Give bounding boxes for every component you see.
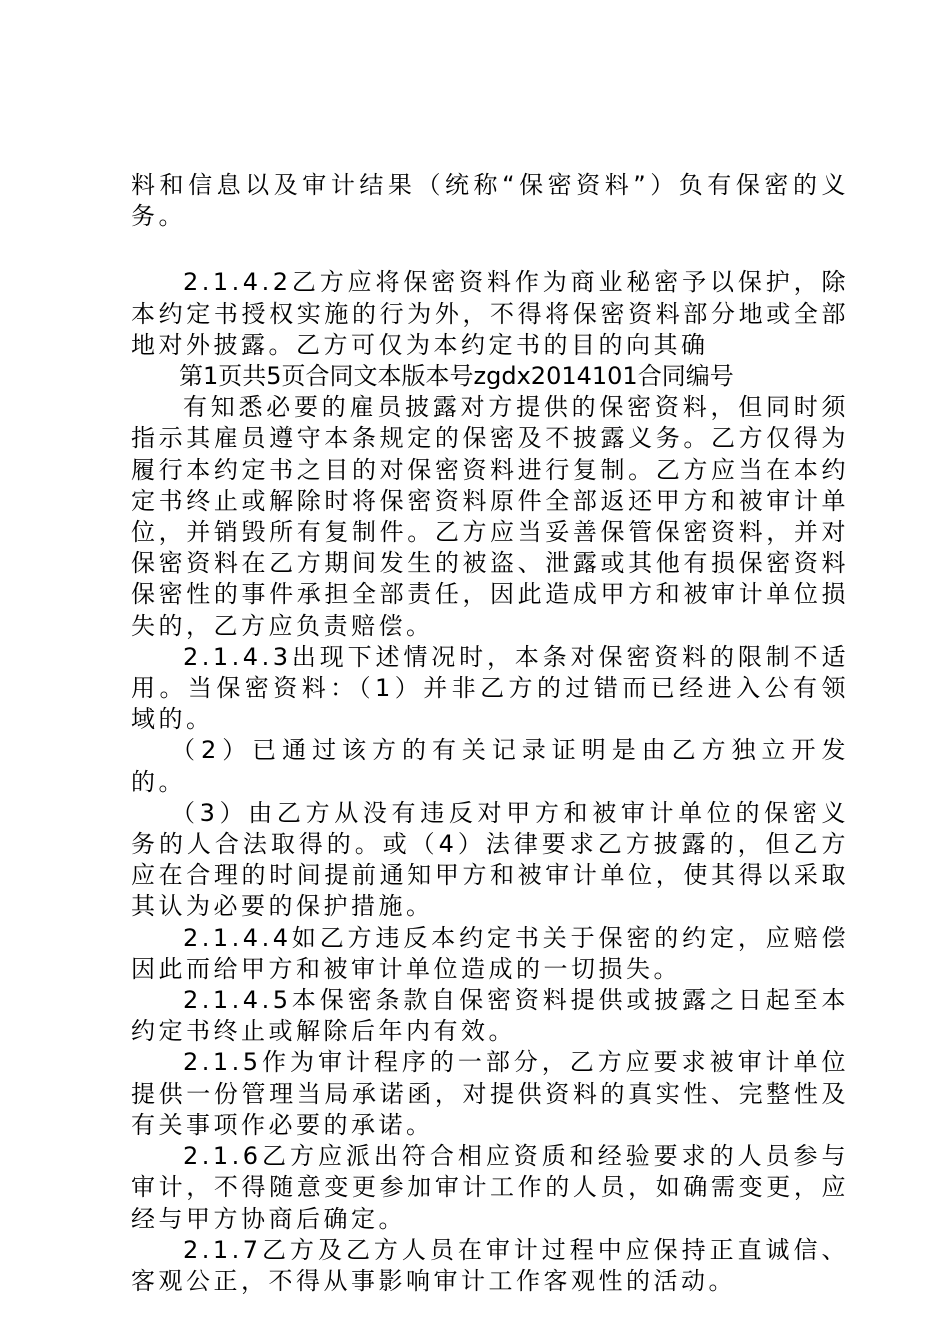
paragraph-condition-3: （3）由乙方从没有违反对甲方和被审计单位的保密义务的人合法取得的。或（4）法律要求乙方披露的，但乙方应在合理的时间提前通知甲方和被审计单位，使其得以采取其认为必要的保护措施。 (131, 798, 849, 921)
paragraph-2-1-5: 2.1.5作为审计程序的一部分，乙方应要求被审计单位提供一份管理当局承诺函，对提供资料的真实性、完整性及有关事项作必要的承诺。 (131, 1048, 849, 1139)
paragraph-2-1-4-4: 2.1.4.4如乙方违反本约定书关于保密的约定，应赔偿因此而给甲方和被审计单位造成的一切损失。 (131, 923, 849, 983)
paragraph-continuation: 料和信息以及审计结果（统称“保密资料”）负有保密的义务。 (131, 171, 849, 231)
paragraph-2-1-4-3: 2.1.4.3出现下述情况时，本条对保密资料的限制不适用。当保密资料：（1）并非乙方的过错而已经进入公有领域的。 (131, 642, 849, 734)
paragraph-2-1-7: 2.1.7乙方及乙方人员在审计过程中应保持正直诚信、客观公正，不得从事影响审计工作客观性的活动。 (131, 1235, 849, 1295)
document-body (131, 170, 849, 1297)
paragraph-2-1-6: 2.1.6乙方应派出符合相应资质和经验要求的人员参与审计，不得随意变更参加审计工作的人员，如确需变更，应经与甲方协商后确定。 (131, 1142, 849, 1233)
paragraph-disclosure: 有知悉必要的雇员披露对方提供的保密资料，但同时须指示其雇员遵守本条规定的保密及不披露义务。乙方仅得为履行本约定书之目的对保密资料进行复制。乙方应当在本约定书终止或解除时将保密资料原件全部返还甲方和被审计单位，并销毁所有复制件。乙方应当妥善保管保密资料，并对保密资料在乙方期间发生的被盗、泄露或其他有损保密资料保密性的事件承担全部责任，因此造成甲方和被审计单位损失的，乙方应负责赔偿。 (131, 393, 849, 640)
page-footer-info: 第1页共5页合同文本版本号zgdx2014101合同编号 (179, 362, 734, 391)
paragraph-2-1-4-2: 2.1.4.2乙方应将保密资料作为商业秘密予以保护，除本约定书授权实施的行为外，不得将保密资料部分地或全部地对外披露。乙方可仅为本约定书的目的向其确 (131, 268, 849, 359)
paragraph-condition-2: （2）已通过该方的有关记录证明是由乙方独立开发的。 (131, 736, 849, 796)
paragraph-2-1-4-5: 2.1.4.5本保密条款自保密资料提供或披露之日起至本约定书终止或解除后年内有效。 (131, 986, 849, 1046)
